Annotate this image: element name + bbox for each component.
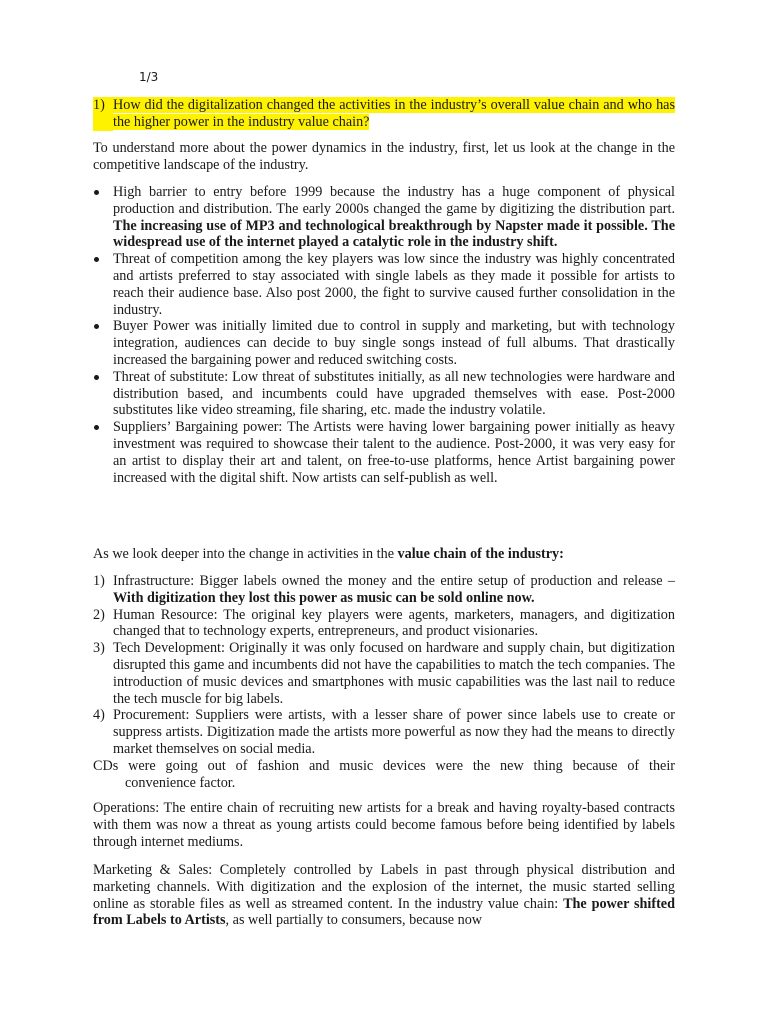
list-item: 4) Procurement: Suppliers were artists, with a lesser share of power since labels use to create or suppress artists. Digitization made the artists more powerful as now they had the means to directly market themselves on social media. — [93, 707, 675, 757]
intro-paragraph: To understand more about the power dynamics in the industry, first, let us look at the change in the competitive landscape of the industry. — [93, 140, 675, 173]
list-item: High barrier to entry before 1999 because the industry has a huge component of physical production and distribution. The early 2000s changed the game by digitizing the distribution part. The increasing use of MP3 and technological breakthrough by Napster made it possible. The widespread use of the internet played a catalytic role in the industry shift. — [93, 184, 675, 251]
operations-paragraph: Operations: The entire chain of recruiting new artists for a break and having royalty-based contracts with them was now a threat as young artists could become famous before being identified by labels through internet mediums. — [93, 800, 675, 850]
list-item: Buyer Power was initially limited due to control in supply and marketing, but with technology integration, audiences can decide to buy single songs instead of full albums. That drastically increased the bargaining power and reduced switching costs. — [93, 318, 675, 368]
list-item: Threat of competition among the key players was low since the industry was highly concentrated and artists preferred to stay associated with single labels as they made it possible for artists to reach their audience base. Also post 2000, the fight to survive caused further consolidation in the industry. — [93, 251, 675, 318]
list-item: Suppliers’ Bargaining power: The Artists were having lower bargaining power initially as heavy investment was required to showcase their talent to the audience. Post-2000, it was very easy for an artist to display their art and talent, on free-to-use platforms, hence Artist bargaining power increased with the digital shift. Now artists can self-publish as well. — [93, 419, 675, 486]
list-item: Threat of substitute: Low threat of substitutes initially, as all new technologies were hardware and distribution based, and incumbents could have upgraded themselves with ease. Post-2000 substitutes like video streaming, file sharing, etc. made the industry volatile. — [93, 369, 675, 419]
question-text: How did the digitalization changed the activities in the industry’s overall value chain and who has the higher power in the industry value chain? — [113, 97, 675, 130]
value-chain-list — [93, 573, 675, 758]
question-number: 1) — [93, 97, 113, 131]
value-chain-intro: As we look deeper into the change in activities in the value chain of the industry: — [93, 546, 564, 562]
list-item: 3) Tech Development: Originally it was only focused on hardware and supply chain, but digitization disrupted this game and incumbents did not have the capabilities to match the tech companies. The introduction of music devices and smartphones with music capabilities was the last nail to reduce the tech muscle for big labels. — [93, 640, 675, 707]
bullet-icon — [93, 251, 113, 318]
bullet-icon — [93, 184, 113, 251]
bullet-icon — [93, 419, 113, 486]
bullet-icon — [93, 369, 113, 419]
competitive-landscape-list — [93, 184, 675, 486]
list-item: 2) Human Resource: The original key players were agents, marketers, managers, and digitization changed that to technology experts, entrepreneurs, and product visionaries. — [93, 606, 675, 640]
page-number: 1/3 — [139, 70, 159, 84]
bullet-icon — [93, 318, 113, 368]
list-item: 1) Infrastructure: Bigger labels owned the money and the entire setup of production and release – With digitization they lost this power as music can be sold online now. — [93, 573, 675, 606]
question-heading — [93, 97, 675, 131]
marketing-paragraph: Marketing & Sales: Completely controlled by Labels in past through physical distribution and marketing channels. With digitization and the explosion of the internet, the music started selling online as storable files as well as streamed content. In the industry value chain: The power shifted from Labels to Artists, as well partially to consumers, because now — [93, 862, 675, 929]
cds-paragraph: CDs were going out of fashion and music devices were the new thing because of their convenience factor. — [93, 758, 675, 791]
